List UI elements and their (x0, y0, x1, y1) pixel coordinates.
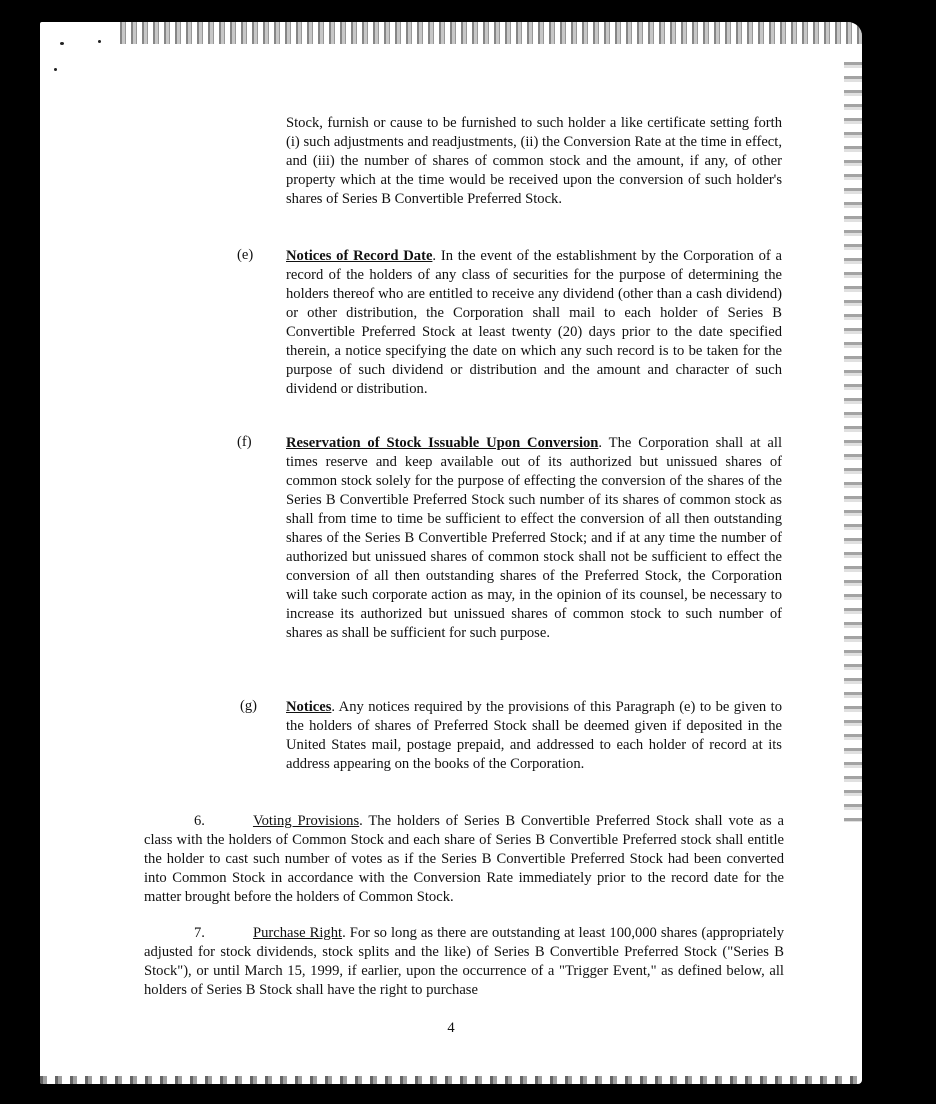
section-label: (f) (237, 434, 252, 450)
scan-noise-right (844, 62, 862, 822)
paragraph-heading: Voting Provisions (252, 813, 360, 829)
section-g-paragraph (286, 698, 782, 774)
section-heading: Notices of Record Date (286, 248, 433, 264)
paragraph-number: 7. (194, 925, 205, 941)
section-label: (e) (237, 247, 254, 263)
paragraph-heading: Purchase Right (252, 925, 343, 941)
section-body: . The Corporation shall at all times reserve and keep available out of its authorized but unissued shares of common stock solely for the purpose of effecting the conversion of the shares of the Series B Convertible Preferred Stock such number of its shares of common stock as shall from time to time be sufficient to effect the conversion of all then outstanding shares of the Series B Convertible Preferred Stock; and if at any time the number of authorized but unissued shares of common stock shall not be sufficient to effect the conversion of all then outstanding shares of the Preferred Stock, the Corporation will take such corporate action as may, in the opinion of its counsel, be necessary to increase its authorized but unissued shares of common stock to such number of shares as shall be sufficient for such purpose. (286, 435, 782, 641)
paragraph-6 (144, 812, 784, 907)
scan-speck (98, 40, 101, 43)
continuation-paragraph: Stock, furnish or cause to be furnished to such holder a like certificate setting forth (i) such adjustments and readjustments, (ii) the Conversion Rate at the time in effect, and (iii) the number of shares of common stock and the amount, if any, of other property which at the time would be received upon the conversion of such holder's shares of Series B Convertible Preferred Stock. (286, 115, 782, 207)
paragraph-body: . For so long as there are outstanding at least 100,000 shares (appropriately adjusted for stock dividends, stock splits and the like) of Series B Convertible Preferred Stock ("Series B Stock"), or until March 15, 1999, if earlier, upon the occurrence of a "Trigger Event," as defined below, all holders of Series B Stock shall have the right to purchase (144, 925, 784, 998)
section-heading: Notices (286, 699, 332, 715)
scan-speck (54, 68, 57, 71)
section-body: . In the event of the establishment by the Corporation of a record of the holders of any class of securities for the purpose of determining the holders thereof who are entitled to receive any dividend (other than a cash dividend) or other distribution, the Corporation shall mail to each holder of Series B Convertible Preferred Stock at least twenty (20) days prior to the date specified therein, a notice specifying the date on which any such record is to be taken for the purpose of such dividend or distribution and the amount and character of such dividend or distribution. (286, 248, 782, 397)
section-label: (g) (240, 698, 258, 714)
section-body: . Any notices required by the provisions of this Paragraph (e) to be given to the holders of shares of Preferred Stock shall be deemed given if deposited in the United States mail, postage prepaid, and addressed to each holder of record at its address appearing on the books of the Corporation. (286, 699, 782, 772)
scan-noise-bottom (40, 1076, 862, 1084)
section-f-paragraph (286, 434, 782, 643)
page-number: 4 (447, 1020, 455, 1036)
section-e-paragraph (286, 247, 782, 399)
scan-noise-top (120, 22, 862, 44)
scan-speck (60, 42, 64, 45)
paragraph-body: . The holders of Series B Convertible Preferred Stock shall vote as a class with the holders of Common Stock and each share of Series B Convertible Preferred stock shall entitle the holder to cast such number of votes as if the Series B Convertible Preferred Stock had been converted into Common Stock in accordance with the Conversion Rate immediately prior to the record date for the matter brought before the holders of Common Stock. (144, 813, 785, 905)
document-page (40, 22, 862, 1084)
paragraph-number: 6. (194, 813, 205, 829)
paragraph-7 (144, 924, 784, 1000)
section-heading: Reservation of Stock Issuable Upon Conversion (286, 435, 599, 451)
